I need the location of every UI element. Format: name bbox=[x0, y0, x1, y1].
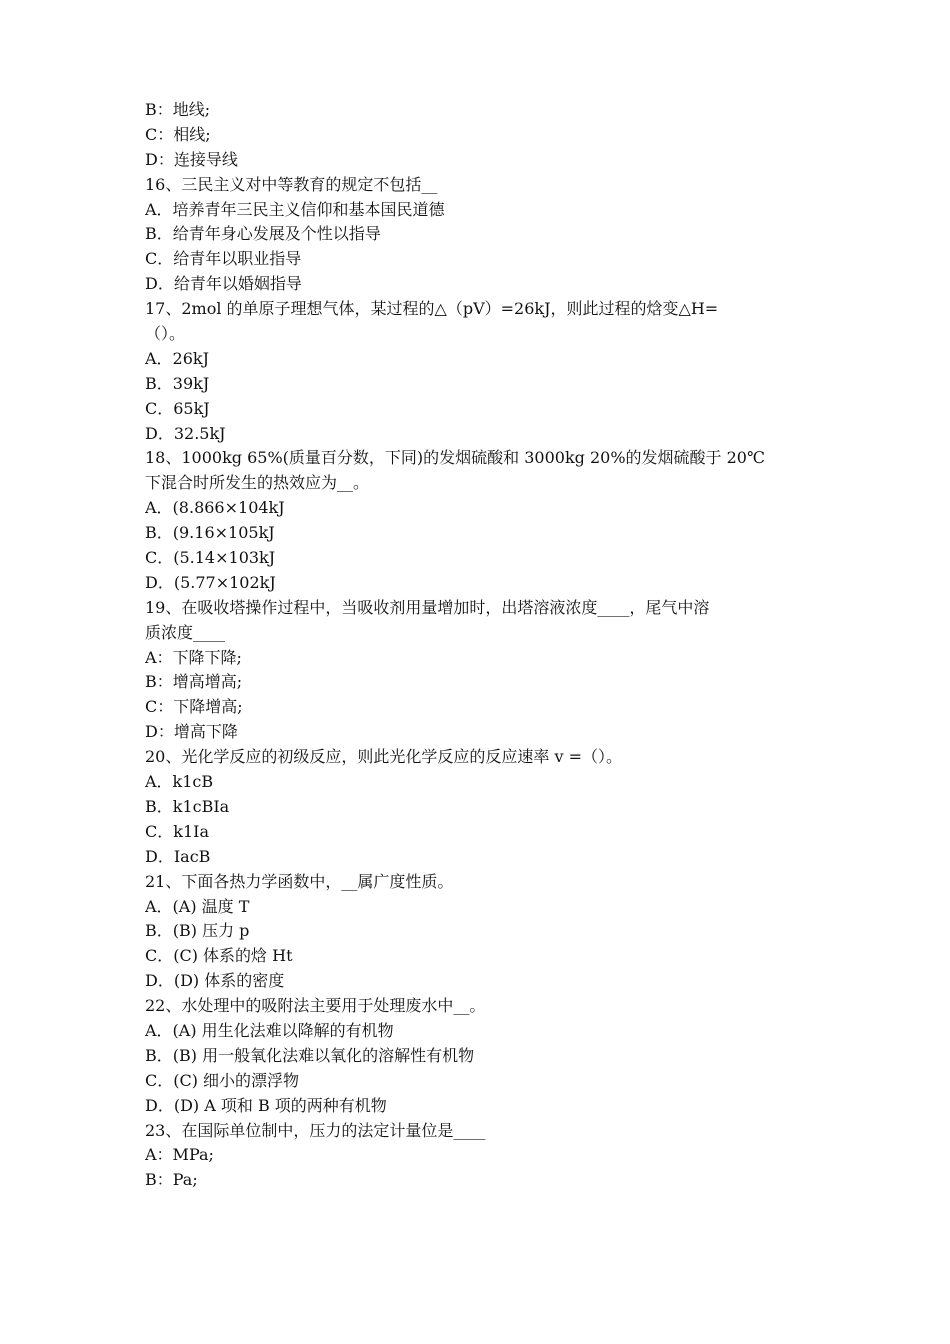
question-17-cont: （）。 bbox=[145, 324, 186, 344]
option-line: D．(D) A 项和 B 项的两种有机物 bbox=[145, 1095, 387, 1115]
option-line: A．26kJ bbox=[145, 348, 210, 368]
option-line: D．(D) 体系的密度 bbox=[145, 971, 285, 991]
option-line: B．(9.16×105kJ bbox=[145, 523, 275, 543]
option-line: A．(A) 用生化法难以降解的有机物 bbox=[145, 1020, 394, 1040]
option-line: A．k1cB bbox=[145, 772, 214, 792]
option-line: B．(B) 压力 p bbox=[145, 921, 250, 941]
option-line: D．(5.77×102kJ bbox=[145, 572, 276, 592]
option-line: C．(5.14×103kJ bbox=[145, 548, 276, 568]
question-22: 22、水处理中的吸附法主要用于处理废水中__。 bbox=[145, 996, 486, 1016]
option-line: A：下降下降; bbox=[145, 647, 242, 667]
option-line: C．给青年以职业指导 bbox=[145, 249, 302, 269]
question-16: 16、三民主义对中等教育的规定不包括__ bbox=[145, 174, 438, 194]
option-line: B．39kJ bbox=[145, 373, 210, 393]
question-19: 19、在吸收塔操作过程中，当吸收剂用量增加时，出塔溶液浓度____，尾气中溶 bbox=[145, 597, 710, 617]
document-page bbox=[145, 98, 810, 1193]
question-18: 18、1000kg 65%(质量百分数，下同)的发烟硫酸和 3000kg 20%的发烟硫酸于 20℃ bbox=[145, 448, 765, 468]
option-line: A．(A) 温度 T bbox=[145, 896, 250, 916]
text-line: B：地线; bbox=[145, 100, 211, 119]
option-line: D．IacB bbox=[145, 846, 211, 866]
question-20: 20、光化学反应的初级反应，则此光化学反应的反应速率 v =（）。 bbox=[145, 747, 622, 767]
option-line: D：增高下降 bbox=[145, 722, 238, 742]
option-line: A．培养青年三民主义信仰和基本国民道德 bbox=[145, 199, 445, 219]
option-line: D．给青年以婚姻指导 bbox=[145, 274, 302, 294]
question-19-cont: 质浓度____ bbox=[145, 622, 226, 642]
option-line: C．65kJ bbox=[145, 398, 210, 418]
option-line: C．k1Ia bbox=[145, 821, 209, 841]
question-21: 21、下面各热力学函数中，__属广度性质。 bbox=[145, 871, 454, 891]
question-18-cont: 下混合时所发生的热效应为__。 bbox=[145, 473, 370, 493]
option-line: B．(B) 用一般氧化法难以氧化的溶解性有机物 bbox=[145, 1045, 475, 1065]
option-line: C：下降增高; bbox=[145, 697, 243, 717]
question-17: 17、2mol 的单原子理想气体，某过程的△（pV）=26kJ，则此过程的焓变△H= bbox=[145, 299, 719, 319]
option-line: B．给青年身心发展及个性以指导 bbox=[145, 224, 381, 244]
question-23: 23、在国际单位制中，压力的法定计量位是____ bbox=[145, 1120, 486, 1140]
text-line: C：相线; bbox=[145, 124, 211, 144]
option-line: D．32.5kJ bbox=[145, 423, 226, 443]
option-line: B：Pa; bbox=[145, 1170, 198, 1190]
option-line: B：增高增高; bbox=[145, 672, 243, 692]
option-line: C．(C) 体系的焓 Ht bbox=[145, 946, 293, 966]
text-line: D：连接导线 bbox=[145, 149, 238, 169]
option-line: B．k1cBIa bbox=[145, 796, 230, 816]
option-line: C．(C) 细小的漂浮物 bbox=[145, 1070, 300, 1090]
option-line: A．(8.866×104kJ bbox=[145, 498, 285, 518]
option-line: A：MPa; bbox=[145, 1145, 214, 1165]
